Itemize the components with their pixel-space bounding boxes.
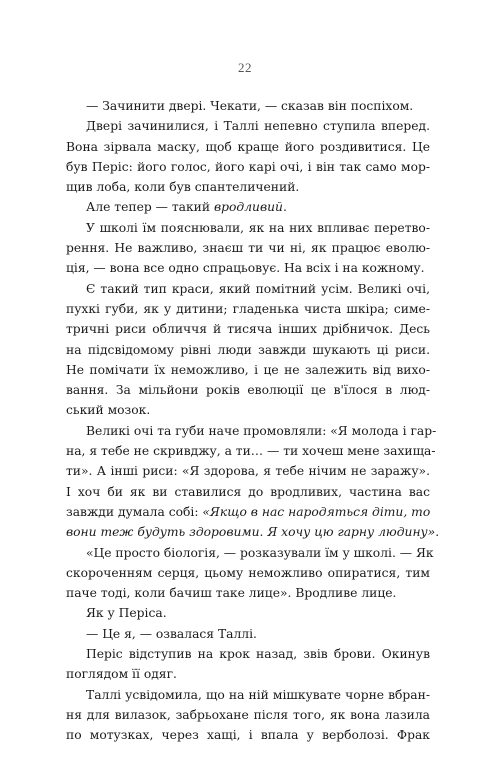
page-number: 22 [238,60,252,75]
text-line [66,502,430,522]
text-line: — Зачинити двері. Чекати, — сказав він поспіхом. [86,99,414,113]
text-span: завжди думала собі: [66,504,203,519]
text-span: . [435,525,440,540]
text-line: паче тоді, коли бачиш таке лице». Вродливе лице. [66,586,397,601]
italic-span: вони теж будуть здоровими. Я хочу цю гарну людину» [66,525,436,540]
text-line: був Періс: його голос, його карі очі, і він так само мор- [66,159,430,174]
text-line: «Це просто біологія, — розказували їм у школі. — Як [86,545,434,560]
text-line: на підсвідомому рівні люди завжди шукають ці риси. [66,342,430,357]
text-line: на, я тебе не скривджу, а ти… — ти хочеш мене захища- [66,444,436,459]
text-line: ня для вилазок, забрьохане після того, як вона лазила [66,707,430,722]
text-line: Періс відступив на крок назад, звів брови. Окинув [86,647,430,662]
body-text [66,96,440,746]
text-line: поглядом її одяг. [66,667,177,682]
text-line: Не помічати їх неможливо, і це не залежить від вихо- [66,362,430,377]
text-line: Вона зірвала маску, щоб краще його роздивитися. Це [66,139,430,154]
text-line [66,197,430,217]
text-span: Але тепер — такий [86,200,214,215]
text-line: ський мозок. [66,403,151,418]
text-line: пухкі губи, як у дитини; гладенька чиста шкіра; симе- [66,301,430,316]
text-line: скороченням серця, цьому неможливо опиратися, тим [66,565,430,580]
text-line: тричні риси обличчя й тисяча інших дрібничок. Десь [66,322,430,337]
text-line: Таллі усвідомила, що на ній мішкувате чорне вбран- [86,687,430,702]
text-line: — Це я, — озвалася Таллі. [86,626,257,641]
text-line: У школі їм пояснювали, як на них впливає перетво- [86,220,430,235]
text-line: ти». А інші риси: «Я здорова, я тебе нічим не заражу». [66,464,430,479]
text-span: . [282,200,287,215]
text-line: щив лоба, коли був спантеличений. [66,180,300,195]
text-line: по мотузках, через хащі, і впала у верболозі. Фрак [66,728,430,743]
text-line: рення. Не важливо, знаєш ти чи ні, як працює еволю- [66,241,430,256]
text-line: І хоч би як ви ставилися до вродливих, частина вас [66,484,430,499]
italic-span: «Якщо в нас народяться діти, то [202,504,431,519]
italic-span: вродливий [213,200,283,215]
text-line: ція, — вона все одно спрацьовує. На всіх і на кожному. [66,261,425,276]
text-line: Двері зачинилися, і Таллі непевно ступила вперед. [86,119,430,134]
text-line: Як у Періса. [86,606,167,621]
text-line: Великі очі та губи наче промовляли: «Я молода і гар- [86,423,437,438]
text-line: Є такий тип краси, який помітний усім. Великі очі, [86,281,430,296]
text-line: вання. За мільйони років еволюції це в'їлося в люд- [66,383,430,398]
text-line [66,522,440,542]
